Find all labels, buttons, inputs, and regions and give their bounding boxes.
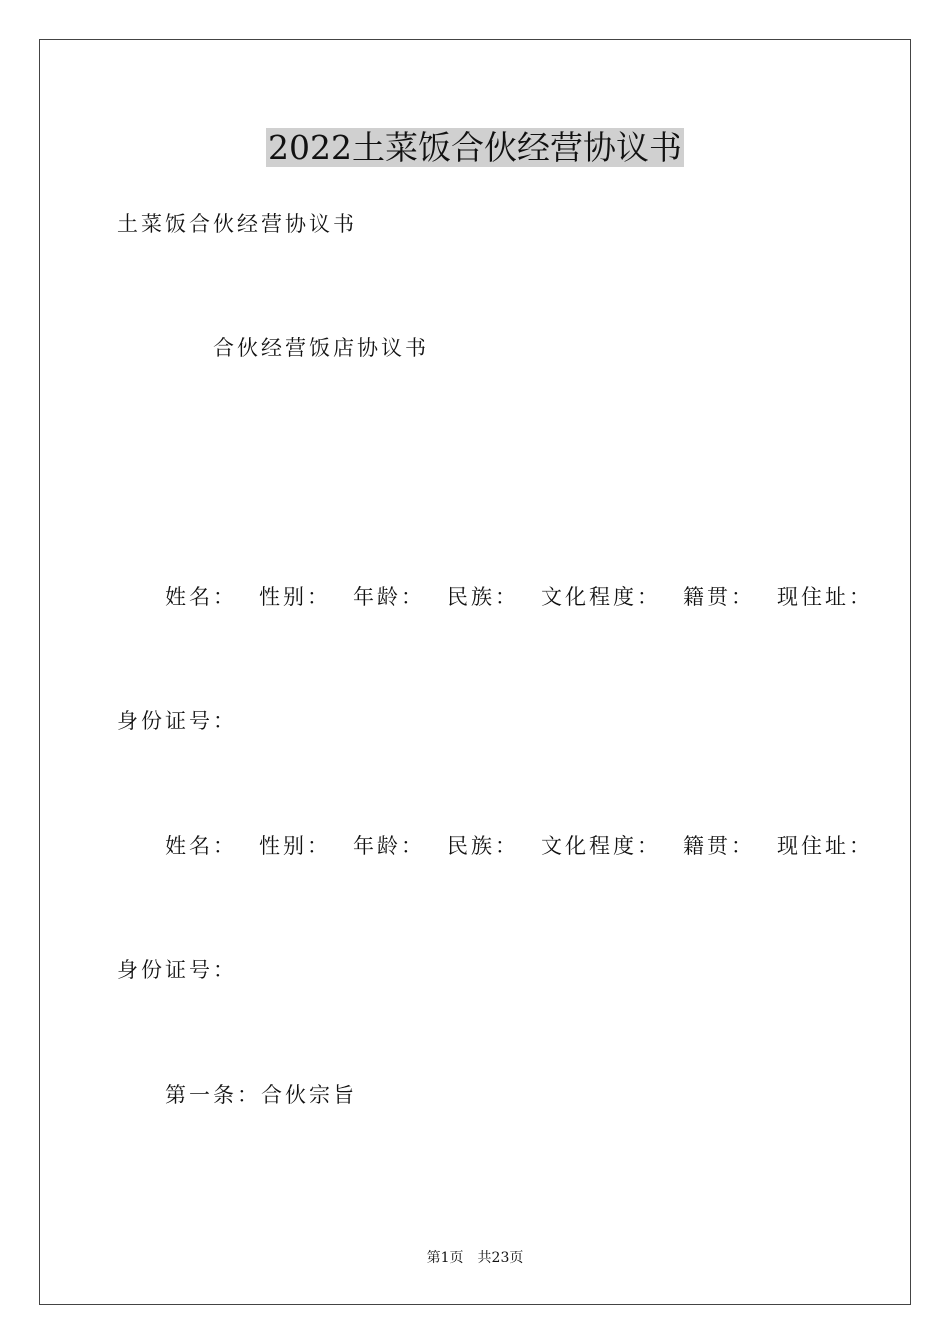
name-label: 姓名： — [165, 585, 237, 609]
name-label: 姓名： — [165, 834, 237, 858]
age-label: 年龄： — [353, 834, 425, 858]
document-title-text: 2022土菜饭合伙经营协议书 — [268, 128, 682, 167]
age-label: 年龄： — [353, 585, 425, 609]
address-label: 现住址： — [777, 834, 873, 858]
party-b-id-label: 身份证号： — [117, 958, 237, 982]
native-place-label: 籍贯： — [683, 834, 755, 858]
article-1-heading: 第一条：合伙宗旨 — [165, 1083, 357, 1107]
party-a-fields — [165, 582, 873, 612]
education-label: 文化程度： — [541, 585, 661, 609]
ethnicity-label: 民族： — [447, 834, 519, 858]
agreement-heading: 合伙经营饭店协议书 — [213, 336, 429, 360]
address-label: 现住址： — [777, 585, 873, 609]
education-label: 文化程度： — [541, 834, 661, 858]
gender-label: 性别： — [259, 585, 331, 609]
party-b-fields — [165, 831, 873, 861]
ethnicity-label: 民族： — [447, 585, 519, 609]
gender-label: 性别： — [259, 834, 331, 858]
document-title — [0, 126, 950, 170]
party-a-id-label: 身份证号： — [117, 709, 237, 733]
native-place-label: 籍贯： — [683, 585, 755, 609]
page-footer: 第1页 共23页 — [426, 1250, 524, 1266]
document-subtitle: 土菜饭合伙经营协议书 — [117, 212, 357, 236]
